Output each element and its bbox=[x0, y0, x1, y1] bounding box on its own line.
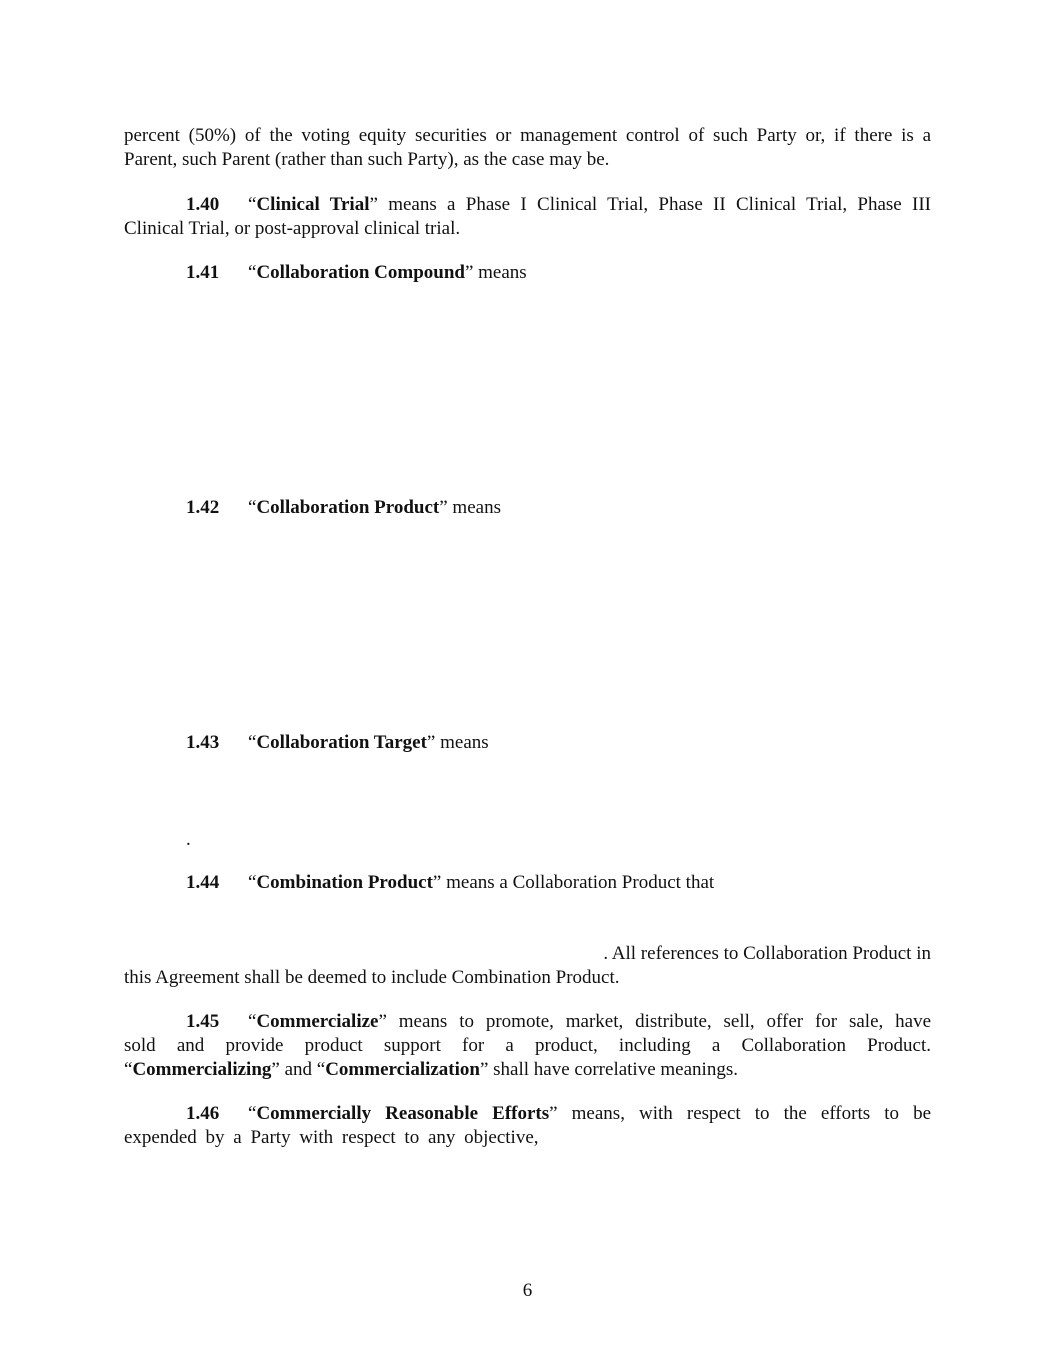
section-1-45-line-3: “Commercializing” and “Commercialization” shall have correlative meanings. bbox=[124, 1059, 738, 1080]
section-number: 1.44 bbox=[186, 872, 220, 893]
section-text: ” and “ bbox=[271, 1059, 326, 1080]
section-number: 1.40 bbox=[186, 194, 220, 215]
section-number: 1.42 bbox=[186, 497, 220, 518]
section-number: 1.45 bbox=[186, 1011, 220, 1032]
section-1-40: 1.40 “Clinical Trial” means a Phase I Clinical Trial, Phase II Clinical Trial, Phase III bbox=[186, 194, 932, 215]
section-1-44: 1.44 “Combination Product” means a Collaboration Product that bbox=[186, 872, 715, 893]
defined-term: Collaboration Product bbox=[256, 497, 440, 518]
section-text: ” means to promote, market, distribute, sell, offer for sale, have bbox=[378, 1011, 931, 1032]
defined-term: Collaboration Compound bbox=[256, 262, 465, 283]
section-text: ” means a Collaboration Product that bbox=[432, 872, 715, 893]
section-1-42: 1.42 “Collaboration Product” means bbox=[186, 497, 501, 518]
defined-term: Collaboration Target bbox=[256, 732, 427, 753]
defined-term: Clinical Trial bbox=[256, 194, 370, 215]
section-number: 1.41 bbox=[186, 262, 220, 283]
intro-line-1: percent (50%) of the voting equity securities or management control of such Party or, if there is a bbox=[124, 125, 931, 146]
section-1-44-line-2: . All references to Collaboration Product in bbox=[603, 943, 931, 964]
section-1-41: 1.41 “Collaboration Compound” means bbox=[186, 262, 527, 283]
defined-term: Combination Product bbox=[256, 872, 433, 893]
section-text: ” means bbox=[439, 497, 501, 518]
defined-term: Commercialize bbox=[256, 1011, 379, 1032]
page-number: 6 bbox=[522, 1280, 533, 1301]
section-text: ” means bbox=[426, 732, 489, 753]
section-1-45-line-2: sold and provide product support for a product, including a Collaboration Product. bbox=[124, 1035, 931, 1056]
section-text: ” means a Phase I Clinical Trial, Phase II Clinical Trial, Phase III bbox=[369, 194, 932, 215]
section-1-43: 1.43 “Collaboration Target” means bbox=[186, 732, 489, 753]
section-text: ” means, with respect to the efforts to be bbox=[549, 1103, 932, 1124]
section-text-end: ” shall have correlative meanings. bbox=[479, 1059, 738, 1080]
defined-term-2: Commercializing bbox=[132, 1059, 272, 1080]
section-1-46-line-2: expended by a Party with respect to any objective, bbox=[124, 1127, 539, 1148]
section-1-43-trailing: . bbox=[186, 829, 191, 850]
defined-term-3: Commercialization bbox=[325, 1059, 480, 1080]
section-text: ” means bbox=[464, 262, 527, 283]
intro-line-2: Parent, such Parent (rather than such Party), as the case may be. bbox=[124, 149, 610, 170]
section-number: 1.46 bbox=[186, 1103, 220, 1124]
section-number: 1.43 bbox=[186, 732, 220, 753]
section-1-44-line-3: this Agreement shall be deemed to include Combination Product. bbox=[124, 967, 620, 988]
section-1-46: 1.46 “Commercially Reasonable Efforts” means, with respect to the efforts to be bbox=[186, 1103, 932, 1124]
section-1-40-line-2: Clinical Trial, or post-approval clinical trial. bbox=[124, 218, 461, 239]
section-1-45: 1.45 “Commercialize” means to promote, market, distribute, sell, offer for sale, have bbox=[186, 1011, 931, 1032]
defined-term: Commercially Reasonable Efforts bbox=[256, 1103, 550, 1124]
